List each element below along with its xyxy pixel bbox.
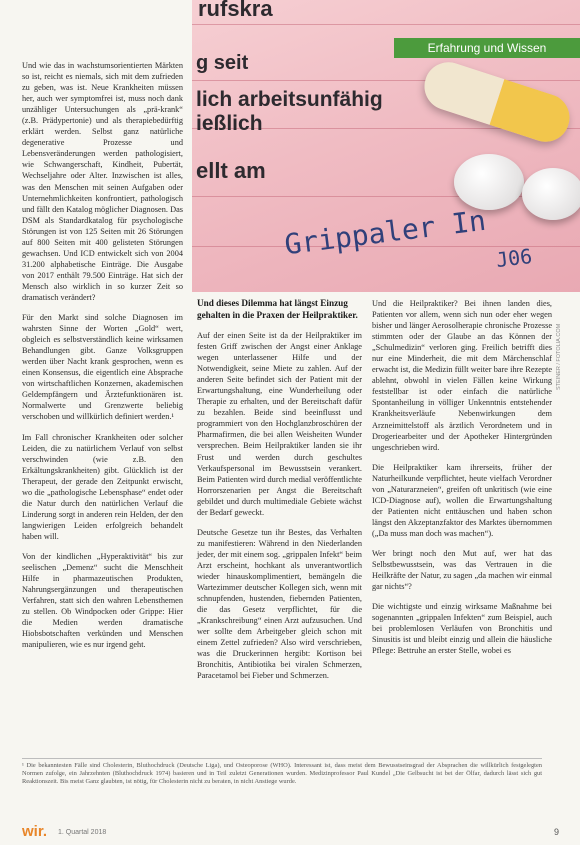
article-column-1 [22, 60, 183, 659]
page-number: 9 [554, 827, 560, 837]
form-text-line: ießlich [196, 112, 263, 135]
section-heading: Und dieses Dilemma hat längst Einzug gehalten in die Praxen der Heilpraktiker. [197, 298, 358, 320]
magazine-logo: wir. [22, 823, 48, 840]
article-column-2 [197, 298, 362, 690]
handwritten-icd-code: J06 [494, 243, 534, 273]
paragraph: Auf der einen Seite ist da der Heilpraktiker im festen Griff zwischen der Angst einer Anklage wegen unterlassener Hilfe und der Notwendigkeit, seine Miete zu zahlen. Auf der anderen Seite befindet sich der Patient mit der Erwartungshaltung, eine Wunderheilung oder Therapie zu erhalten, und der Bereitschaft dafür zu bezahlen. Beide sind beeinflusst und programmiert von den Hochglanzbroschüren der Pharmafirmen, die bei allen Weisheiten Wunder versprechen. Beim Heilpraktiker landen sie ihr Frust und werden durch geschultes Verkaufspersonal im Bewusstsein verankert. Beim Patienten wird durch medial veröffentlichte Horrorszenarien per Angst die Bereitschaft gebildet und durch multimediale Gebiete wächst der Bedarf geweckt. [197, 331, 362, 517]
page-footer [0, 822, 580, 845]
paragraph: Wer bringt noch den Mut auf, wer hat das Selbstbewusstsein, was das Vertrauen in die Heilkräfte der Natur, zu sagen „da machen wir einmal gar nichts“? [372, 548, 552, 592]
form-text-line: rufskra [198, 0, 273, 21]
paragraph: Die Heilpraktiker kam ihrerseits, früher der Naturheilkunde verpflichtet, heute vielfach Verordner von „Naturarzneien“, greifen oft unkritisch (wie eine ICD-Diagnose auf), wollen die Erwartungshaltung der Patienten nicht enttäuschen und haben schon längst den Akzeptanzfaktor des Marktes übernommen („Da muss man doch was machen“). [372, 462, 552, 538]
section-tag: Erfahrung und Wissen [394, 38, 580, 58]
footnote-divider [22, 758, 542, 759]
footnote: ¹ Die bekanntesten Fälle sind Cholesterin, Bluthochdruck (Deutsche Liga), und Osteoporose (WHO). Interessant ist, dass meist dem Bewusstseinsgrad der Absprachen die willkürlich festgelegten Normen zufolge, ein Jahrzehnten (Bluthochdruck 1974) basieren und in Teil zuletzt Generationen wurden. Medizinprofessor Paul Kundel „Die Gelbsucht ist bei der Ölfar, dadurch lässt sich gut Reaktionszeit. Bis meist Ganz glaubten, ist nötig, für Cholesterin nicht zu beraten, in nicht Anstiege wurde. [22, 762, 542, 786]
form-text-line: g seit [196, 52, 249, 74]
issue-label: 1. Quartal 2018 [58, 829, 107, 836]
article-column-3 [372, 298, 552, 665]
paragraph: Die wichtigste und einzig wirksame Maßnahme bei sogenannten „grippalen Infekten“ zum Beispiel, auch bei problemlosen Verläufen von Bronchitis und Sinusitis ist und bleibt einzig und allein die häusliche Pflege: Bettruhe an erster Stelle, wobei es [372, 602, 552, 656]
handwritten-diagnosis: Grippaler In [282, 203, 488, 262]
tablet-pill [522, 168, 580, 220]
form-text-line: lich arbeitsunfähig [196, 88, 383, 111]
paragraph: Und wie das in wachstumsorientierten Märkten so ist, reicht es niemals, sich mit dem zufrieden zu geben, was ist. Neue Krankheiten müssen her, auch wer symptomfrei ist, muss noch dank unzähliger Untersuchungen als „prä-krank“ (z.B. Prädypertonie) und als therapiebedürftig erklärt werden. Selbst ganz natürliche degenerative Prozesse und Lebensveränderungen werden pathologisiert, wie Schwangerschaft, Kindheit, Pubertät, Wechseljahre oder Alter. Inzwischen ist alles, was den Menschen mit seinen Aufgaben oder Unternehmlichkeiten konfrontiert, pathologisch und fällt den Katalog möglicher Diagnosen. Das DSM als Standardkatalog für psychologische Störungen ist von 125 Seiten mit 26 Störungen auf 800 Seiten mit 400 gelisteten Störungen gewachsen. Und ICD entwickelt sich von 2004 31.200 alphabetische Einträge. Die Ausgabe von 2017 enthält 79.500 Einträge. Hat sich der Mensch also wirklich in so kurzer Zeit so dramatisch verändert? [22, 61, 183, 302]
paragraph: Für den Markt sind solche Diagnosen im wahrsten Sinne der Worten „Gold“ wert, obgleich es selbstverständlich keine wirksamen Behandlungen gibt. Ganze Volksgruppen werden über Nacht krank gesprochen, wenn es einen Konsensus, die eigentlich eine Absprache von wirtschaftlichen Konzernen, akademischen Geldempfängern und Ärztefunktionären ist. Normalwerte und Grenzwerte beliebig verschoben und willkürlich definiert werden.¹ [22, 313, 183, 422]
paragraph: Im Fall chronischer Krankheiten oder solcher Leiden, die zu natürlichem Verlauf von selbst verschwinden (wie z.B. den Erkältungskrankheiten) gibt. Glücklich ist der Therapeut, der gerade den Zeitpunkt erwischt, wo die „pathologische Lebensphase“ endet oder die Natur durch den natürlichen Verlauf die Linderung sorgt in anderen rein Helden, der den langwierigen Leiden erfolgreich behandelt haben will. [22, 432, 183, 541]
tablet-pill [454, 154, 524, 210]
form-text-line: ellt am [196, 158, 266, 183]
paragraph: Von der kindlichen „Hyperaktivität“ bis zur seelischen „Demenz“ sucht die Menschheit Hilfe in pharmazeutischen Produkten, Nahrungsergänzungen und therapeutischen Verfahren, statt sich den wahren Lebensthemen zu stellen. Ob Windpocken oder Grippe: Hier die Medien werden dramatische Hiobsbotschaften verkünden und Menschen manipulieren, wie es nur irgend geht. [22, 551, 183, 650]
paragraph: Deutsche Gesetze tun ihr Bestes, das Verhalten zu manifestieren: Während in den Niederlanden jeder, der mit einem sog. „grippalen Infekt“ beim Arzt erscheint, hochkant als unverantwortlich wieder hinauskomplimentiert, bemängeln die Wartezimmer deutscher Kollegen sich, wenn mit schnupfenden, hustenden, fiebernden Patienten, die das Gesetz verpflichtet, für die „Krankschreibung“ einen Arzt aufzusuchen. Und wer sollte dem Arbeitgeber gleich schon mit einem Zettel zufrieden? Also wird verschrieben, was die Druckerinnen hergibt: Kortison bei Bronchitis, Antibiotika bei viralen Schmerzen, Paracetamol bei Fieber und Schmerzen. [197, 527, 362, 681]
capsule-pill [418, 56, 575, 148]
photo-credit: STEINER / FOTOLIA.COM [556, 323, 562, 390]
paragraph: Und die Heilpraktiker? Bei ihnen landen dies, Patienten vor allem, wenn sich nun oder eher wegen bisher und länger Aerosolherapie chronische Prozesse stimmten oder der Glaube an das Können der „Schulmedizin“ verloren ging. Freilich betrifft dies nur eine Minderheit, die mit dem Märchenschlaf erwacht ist, die Medizin füllt weiter bare ihre Rezepte ablehnt, obwohl in vielen Fällen keine Wirkung feststellbar ist oder einfach die natürliche Spontanheilung in völliger Unkenntnis entstehender Krankheitsverläufe Nebenwirkungen dem Arzneimittelstoff als ärztlich Verordnetem und in Drogeriearbeiter und der Apotheker Hintergründen ungeschrieben wird. [372, 299, 552, 452]
